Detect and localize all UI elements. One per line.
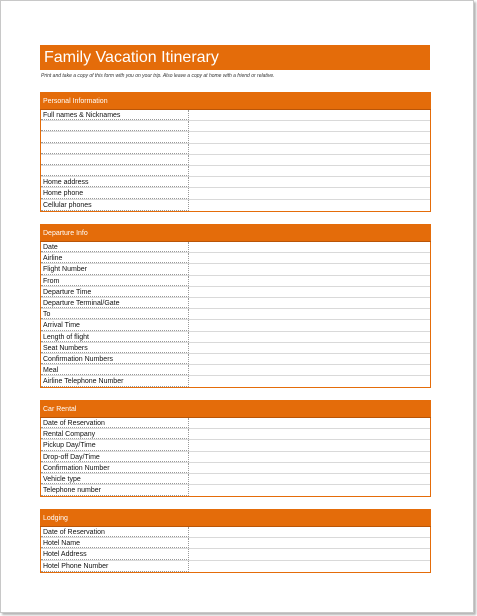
section-car-rental [40,400,431,497]
form-row [41,527,430,538]
section-rows [40,242,431,388]
form-row [41,121,430,132]
row-value-field[interactable] [189,166,430,176]
row-label [41,132,189,142]
row-label: Length of flight [41,332,189,342]
row-value-field[interactable] [189,253,430,263]
row-value-field[interactable] [189,463,430,473]
row-value-field[interactable] [189,287,430,297]
row-value-field[interactable] [189,452,430,462]
row-value-field[interactable] [189,309,430,319]
form-row [41,276,430,287]
form-row [41,320,430,331]
form-row [41,549,430,560]
row-label [41,166,189,176]
form-row [41,429,430,440]
row-value-field[interactable] [189,474,430,484]
row-value-field[interactable] [189,177,430,187]
row-value-field[interactable] [189,365,430,375]
row-label [41,121,189,131]
row-value-field[interactable] [189,440,430,450]
section-header: Car Rental [40,400,431,418]
row-label: Cellular phones [41,200,189,211]
row-label: Hotel Phone Number [41,561,189,572]
row-value-field[interactable] [189,485,430,496]
row-value-field[interactable] [189,343,430,353]
form-row [41,155,430,166]
form-row [41,200,430,211]
form-row [41,376,430,387]
form-row [41,538,430,549]
form-instructions: Print and take a copy of this form with you on your trip. Also leave a copy at home with a friend or relative. [41,73,275,79]
form-row [41,343,430,354]
form-row [41,144,430,155]
form-row [41,485,430,496]
section-rows [40,527,431,573]
row-value-field[interactable] [189,549,430,559]
row-value-field[interactable] [189,561,430,572]
row-label: Drop-off Day/Time [41,452,189,462]
row-label: Departure Time [41,287,189,297]
row-label: Airline [41,253,189,263]
form-row [41,264,430,275]
row-value-field[interactable] [189,320,430,330]
form-row [41,188,430,199]
row-label [41,144,189,154]
row-label: Hotel Address [41,549,189,559]
section-personal-information [40,92,431,212]
form-row [41,452,430,463]
form-row [41,365,430,376]
row-value-field[interactable] [189,527,430,537]
row-value-field[interactable] [189,376,430,387]
form-row [41,110,430,121]
row-value-field[interactable] [189,121,430,131]
form-row [41,309,430,320]
row-label: Meal [41,365,189,375]
form-row [41,418,430,429]
row-value-field[interactable] [189,354,430,364]
form-row [41,242,430,253]
form-row [41,132,430,143]
row-value-field[interactable] [189,332,430,342]
row-label: To [41,309,189,319]
row-label: From [41,276,189,286]
row-label: Date [41,242,189,252]
form-row [41,561,430,572]
form-row [41,440,430,451]
row-label: Telephone number [41,485,189,496]
row-value-field[interactable] [189,298,430,308]
section-header: Personal Information [40,92,431,110]
row-label: Arrival Time [41,320,189,330]
row-label: Date of Reservation [41,418,189,428]
row-label: Hotel Name [41,538,189,548]
section-departure-info [40,224,431,388]
row-value-field[interactable] [189,144,430,154]
form-title: Family Vacation Itinerary [40,45,430,70]
form-row [41,474,430,485]
row-value-field[interactable] [189,264,430,274]
row-label: Departure Terminal/Gate [41,298,189,308]
row-value-field[interactable] [189,110,430,120]
section-rows [40,110,431,212]
row-label: Seat Numbers [41,343,189,353]
row-value-field[interactable] [189,276,430,286]
row-label: Home phone [41,188,189,198]
row-value-field[interactable] [189,242,430,252]
section-header: Lodging [40,509,431,527]
form-row [41,166,430,177]
row-value-field[interactable] [189,188,430,198]
form-row [41,354,430,365]
row-label: Confirmation Number [41,463,189,473]
form-row [41,177,430,188]
row-label: Pickup Day/Time [41,440,189,450]
row-label: Rental Company [41,429,189,439]
row-label: Vehicle type [41,474,189,484]
section-header: Departure Info [40,224,431,242]
row-label: Airline Telephone Number [41,376,189,387]
form-row [41,287,430,298]
form-row [41,298,430,309]
row-value-field[interactable] [189,538,430,548]
row-value-field[interactable] [189,429,430,439]
row-label: Home address [41,177,189,187]
section-rows [40,418,431,497]
row-value-field[interactable] [189,418,430,428]
row-value-field[interactable] [189,132,430,142]
row-label: Date of Reservation [41,527,189,537]
form-row [41,463,430,474]
row-value-field[interactable] [189,200,430,211]
section-lodging [40,509,431,573]
form-row [41,253,430,264]
row-value-field[interactable] [189,155,430,165]
row-label: Flight Number [41,264,189,274]
form-row [41,332,430,343]
row-label [41,155,189,165]
row-label: Confirmation Numbers [41,354,189,364]
row-label: Full names & Nicknames [41,110,189,120]
